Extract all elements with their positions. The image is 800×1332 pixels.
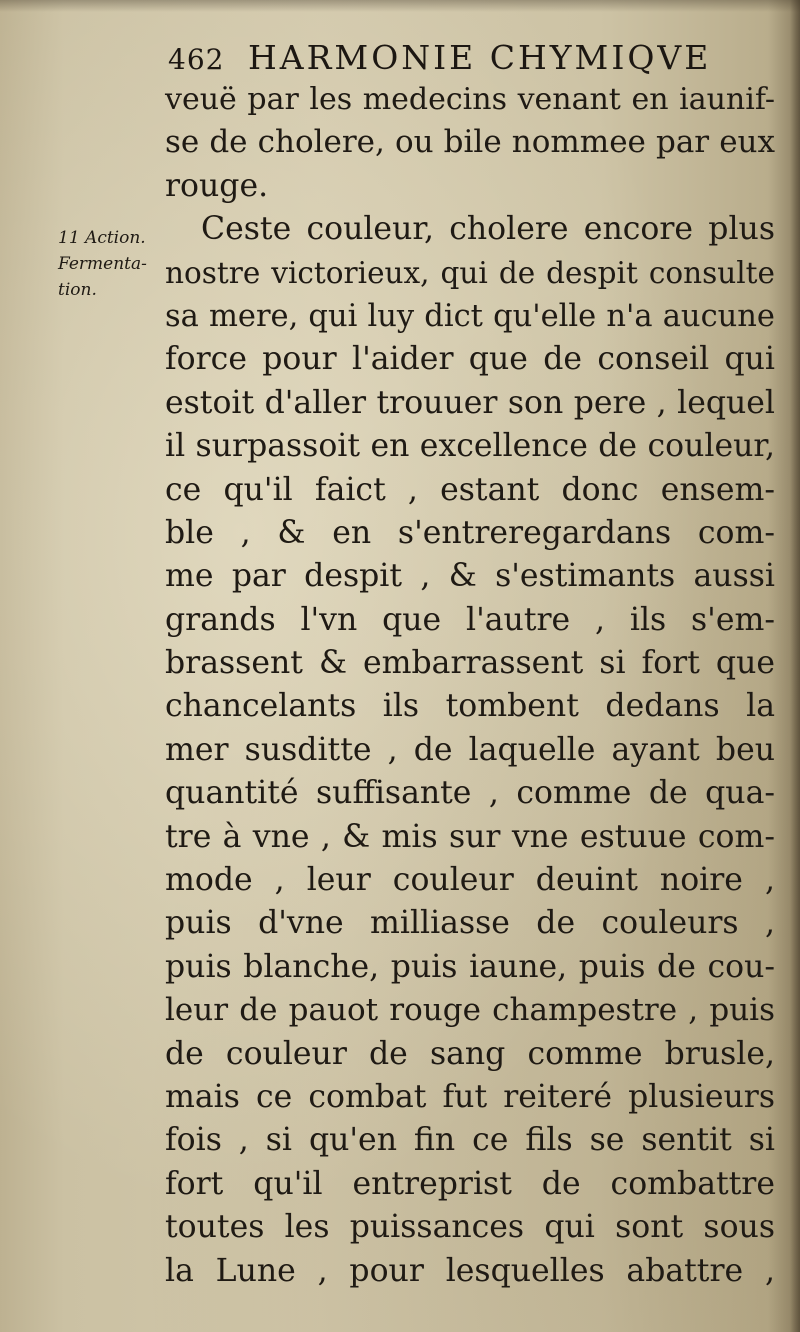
text-line: me par despit , & s'estimants aussi <box>165 558 775 595</box>
margin-note-line: tion. <box>58 280 97 300</box>
text-line: la Lune , pour lesquelles abattre , <box>165 1252 775 1289</box>
text-line: force pour l'aider que de conseil qui <box>165 341 775 378</box>
text-line: puis blanche, puis iaune, puis de cou- <box>165 948 775 985</box>
text-line: quantité suffisante , comme de qua- <box>165 775 775 812</box>
text-line: chancelants ils tombent dedans la <box>165 688 775 725</box>
text-line: puis d'vne milliasse de couleurs , <box>165 905 775 942</box>
margin-note <box>58 225 168 303</box>
text-line: mais ce combat fut reiteré plusieurs <box>165 1078 775 1115</box>
text-line: mode , leur couleur deuint noire , <box>165 862 775 899</box>
text-line: estoit d'aller trouuer son pere , lequel <box>165 384 775 421</box>
text-line: ce qu'il faict , estant donc ensem- <box>165 471 775 508</box>
text-line: leur de pauot rouge champestre , puis <box>165 992 775 1029</box>
page-number: 462 <box>168 43 225 76</box>
text-line: ble , & en s'entreregardans com- <box>165 514 775 551</box>
text-line: tre à vne , & mis sur vne estuue com- <box>165 818 775 855</box>
text-line: se de cholere, ou bile nommee par eux <box>165 124 775 161</box>
text-line: il surpassoit en excellence de couleur, <box>165 428 775 465</box>
margin-note-line: Fermenta- <box>58 254 147 274</box>
text-line: fois , si qu'en fin ce fils se sentit si <box>165 1122 775 1159</box>
text-line: toutes les puissances qui sont sous <box>165 1209 775 1246</box>
margin-note-line: 11 Action. <box>58 228 146 248</box>
running-title: HARMONIE CHYMIQVE <box>247 38 712 77</box>
paragraph-start-line: Ceste couleur, cholere encore plus <box>201 211 775 248</box>
text-line: de couleur de sang comme brusle, <box>165 1035 775 1072</box>
text-line: veuë par les medecins venant en iaunif- <box>165 82 775 117</box>
text-line: brassent & embarrassent si fort que <box>165 645 775 682</box>
page-right-edge <box>790 0 800 1332</box>
text-line: fort qu'il entreprist de combattre <box>165 1165 775 1202</box>
page-top-shadow <box>0 0 800 12</box>
text-line: mer susditte , de laquelle ayant beu <box>165 731 775 768</box>
text-line: nostre victorieux, qui de despit consulte <box>165 255 775 290</box>
text-line: sa mere, qui luy dict qu'elle n'a aucune <box>165 298 775 334</box>
text-line: grands l'vn que l'autre , ils s'em- <box>165 601 775 638</box>
text-line: rouge. <box>165 167 269 204</box>
body-text <box>165 78 775 1293</box>
